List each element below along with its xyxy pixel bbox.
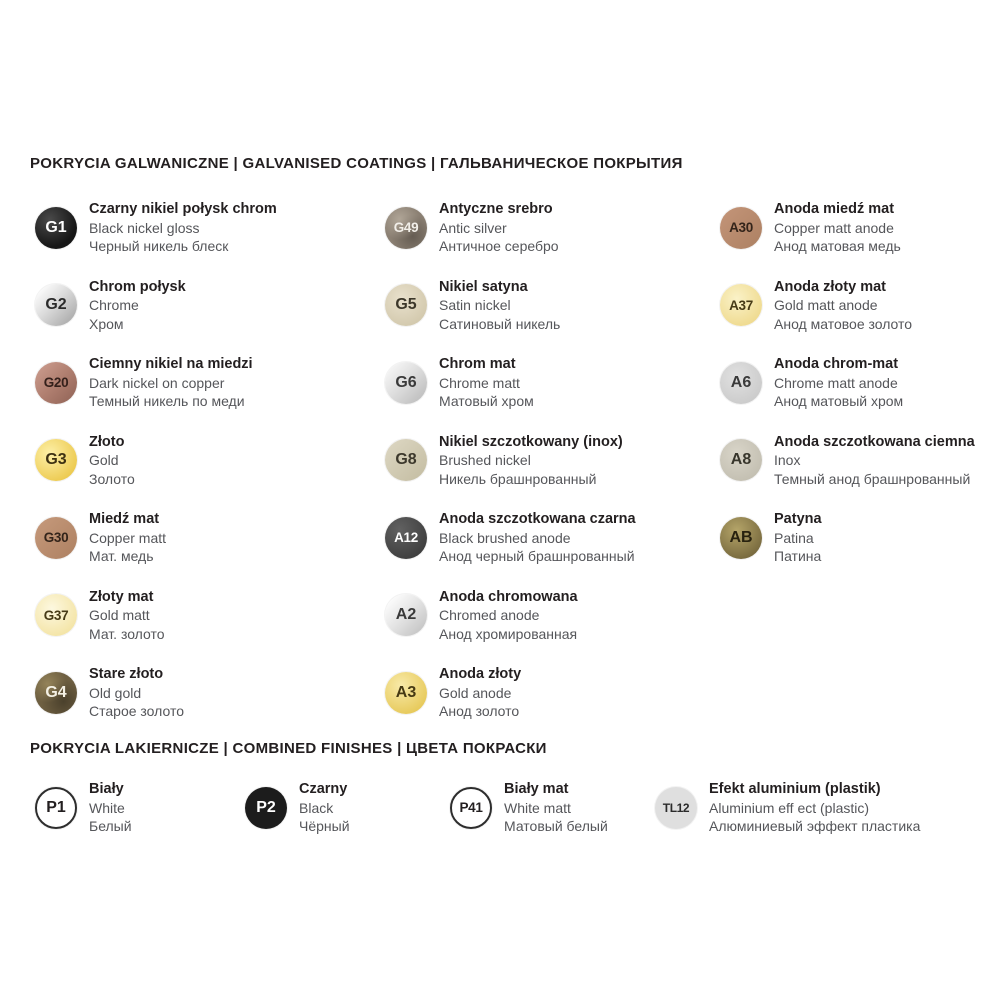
finish-item-g3 [35,433,375,489]
finish-labels [774,278,912,334]
finish-name-pl: Ciemny nikiel na miedzi [89,356,253,372]
finish-labels [89,355,253,411]
finish-name-pl: Anoda szczotkowana czarna [439,511,636,527]
finish-name-pl: Biały mat [504,781,569,797]
finish-name-pl: Czarny nikiel połysk chrom [89,201,277,217]
swatch-a6: A6 [720,362,762,404]
finish-item-a6 [720,355,998,411]
finish-labels [89,588,165,644]
finish-name-pl: Złoty mat [89,588,154,605]
swatch-p1: P1 [35,787,77,829]
finish-item-g8 [385,433,710,489]
finish-name-ru: Античное серебро [439,238,559,254]
finish-item-g6 [385,355,710,411]
finish-name-ru: Матовый хром [439,393,534,409]
finish-name-en: Chrome [89,297,139,313]
finish-labels [89,510,166,566]
finish-name-ru: Белый [89,818,132,834]
finish-name-en: Satin nickel [439,297,511,313]
finish-name-ru: Анод хромированная [439,625,578,642]
galvanised-column-2 [385,200,710,743]
finish-labels [504,780,608,836]
finish-labels [774,355,903,411]
finish-name-pl: Nikiel satyna [439,278,528,295]
finish-name-ru: Анод матовое золото [774,315,913,332]
finish-name-ru: Черный никель блеск [89,238,229,254]
finish-name-en: Black [299,799,334,816]
finish-item-p2 [245,780,350,836]
finish-name-ru: Темный никель по меди [89,393,245,409]
finish-item-a2 [385,588,710,644]
finish-labels [89,665,184,721]
finish-item-g49 [385,200,710,256]
finish-item-p41 [450,780,608,836]
finish-name-ru: Мат. золото [89,625,165,642]
finish-name-en: Black nickel gloss [89,219,200,236]
finish-name-pl: Nikiel szczotkowany (inox) [439,433,623,450]
finish-item-g4 [35,665,375,721]
finish-name-en: Gold anode [439,684,512,701]
finish-name-en: Copper matt [89,529,167,546]
galvanised-column-3 [720,200,998,588]
finish-labels [774,200,901,256]
finish-item-ab [720,510,998,566]
finish-name-en: Antic silver [439,219,507,236]
swatch-g8: G8 [385,439,427,481]
finish-name-en: Black brushed anode [439,529,571,546]
swatch-g5: G5 [385,284,427,326]
swatch-g6: G6 [385,362,427,404]
finish-name-pl: Stare złoto [89,666,164,682]
finish-name-ru: Сатиновый никель [439,315,561,332]
swatch-g49: G49 [385,207,427,249]
swatch-a30: A30 [720,207,762,249]
finish-name-pl: Chrom mat [439,356,516,372]
swatch-p2: P2 [245,787,287,829]
finish-name-ru: Мат. медь [89,548,154,564]
finish-name-en: Copper matt anode [774,219,894,236]
finish-item-tl12 [655,780,920,836]
finish-name-ru: Анод матовая медь [774,238,901,254]
finish-name-pl: Efekt aluminium (plastik) [709,781,881,797]
finish-name-pl: Anoda szczotkowana ciemna [774,433,975,450]
finish-name-ru: Анод золото [439,703,520,719]
finish-name-en: Chrome matt [439,374,520,391]
galvanised-coatings-title: POKRYCIA GALWANICZNE | GALVANISED COATINGS | ГАЛЬВАНИЧЕСКОЕ ПОКРЫТИЯ [30,155,683,172]
finish-labels [299,780,350,836]
finish-labels [774,433,975,489]
swatch-a2: A2 [385,594,427,636]
finish-item-g37 [35,588,375,644]
finish-name-en: Old gold [89,684,142,701]
swatch-a8: A8 [720,439,762,481]
finish-labels [89,433,135,489]
finish-item-a3 [385,665,710,721]
finish-item-g5 [385,278,710,334]
finish-name-pl: Anoda chrom-mat [774,356,899,372]
finish-name-en: Inox [774,452,801,468]
finish-labels [439,278,560,334]
swatch-g4: G4 [35,672,77,714]
finish-item-g2 [35,278,375,334]
galvanised-column-1 [35,200,375,743]
finish-item-a37 [720,278,998,334]
finish-name-ru: Патина [774,548,822,564]
finish-name-ru: Темный анод брашнрованный [774,470,971,487]
swatch-g1: G1 [35,207,77,249]
finish-item-p1 [35,780,132,836]
finish-name-en: Chrome matt anode [774,374,898,391]
finish-name-ru: Хром [89,315,124,332]
finish-labels [439,510,636,566]
finish-labels [439,355,534,411]
swatch-a12: A12 [385,517,427,559]
finish-name-pl: Anoda miedź mat [774,201,895,217]
finish-name-en: Gold [89,452,119,468]
finish-labels [709,780,920,836]
swatch-g20: G20 [35,362,77,404]
finish-name-pl: Antyczne srebro [439,201,553,217]
finish-labels [89,278,186,334]
finish-name-en: Aluminium eff ect (plastic) [709,799,870,816]
swatch-tl12: TL12 [655,787,697,829]
swatch-g37: G37 [35,594,77,636]
finish-name-en: Chromed anode [439,607,540,623]
finish-name-ru: Старое золото [89,703,184,719]
swatch-a37: A37 [720,284,762,326]
finish-item-g20 [35,355,375,411]
swatch-p41: P41 [450,787,492,829]
finish-name-en: White matt [504,799,571,816]
finish-labels [89,200,277,256]
finish-item-a30 [720,200,998,256]
finish-name-pl: Anoda chromowana [439,588,578,605]
finish-name-en: Patina [774,529,814,546]
finish-labels [439,433,623,489]
finish-item-g30 [35,510,375,566]
finish-name-pl: Czarny [299,781,348,797]
finish-name-ru: Анод черный брашнрованный [439,548,635,564]
finish-name-ru: Анод матовый хром [774,393,904,409]
finish-item-a12 [385,510,710,566]
finish-name-ru: Чёрный [299,818,350,834]
finish-labels [774,510,822,566]
finish-labels [439,665,521,721]
finish-item-g1 [35,200,375,256]
swatch-g30: G30 [35,517,77,559]
finish-name-en: Dark nickel on copper [89,374,225,391]
swatch-g2: G2 [35,284,77,326]
finish-name-pl: Biały [89,781,124,797]
finish-name-pl: Patyna [774,511,822,527]
finish-name-pl: Anoda złoty [439,666,522,682]
finish-name-en: Brushed nickel [439,452,531,468]
swatch-ab: AB [720,517,762,559]
finish-name-pl: Anoda złoty mat [774,278,886,295]
finish-labels [439,588,578,644]
finish-item-a8 [720,433,998,489]
finish-name-pl: Chrom połysk [89,278,186,295]
finish-name-ru: Никель брашнрованный [439,470,597,487]
combined-finishes-title: POKRYCIA LAKIERNICZE | COMBINED FINISHES | ЦВЕТА ПОКРАСКИ [30,740,547,757]
swatch-a3: A3 [385,672,427,714]
finish-name-ru: Матовый белый [504,818,608,834]
swatch-g3: G3 [35,439,77,481]
finish-name-pl: Miedź mat [89,511,160,527]
finish-name-en: Gold matt anode [774,297,878,313]
finish-name-en: White [89,799,125,816]
finish-name-ru: Алюминиевый эффект пластика [709,818,921,834]
finish-name-en: Gold matt [89,607,150,623]
finish-name-ru: Золото [89,470,135,487]
finish-labels [89,780,132,836]
finish-name-pl: Złoto [89,433,125,450]
finish-labels [439,200,559,256]
